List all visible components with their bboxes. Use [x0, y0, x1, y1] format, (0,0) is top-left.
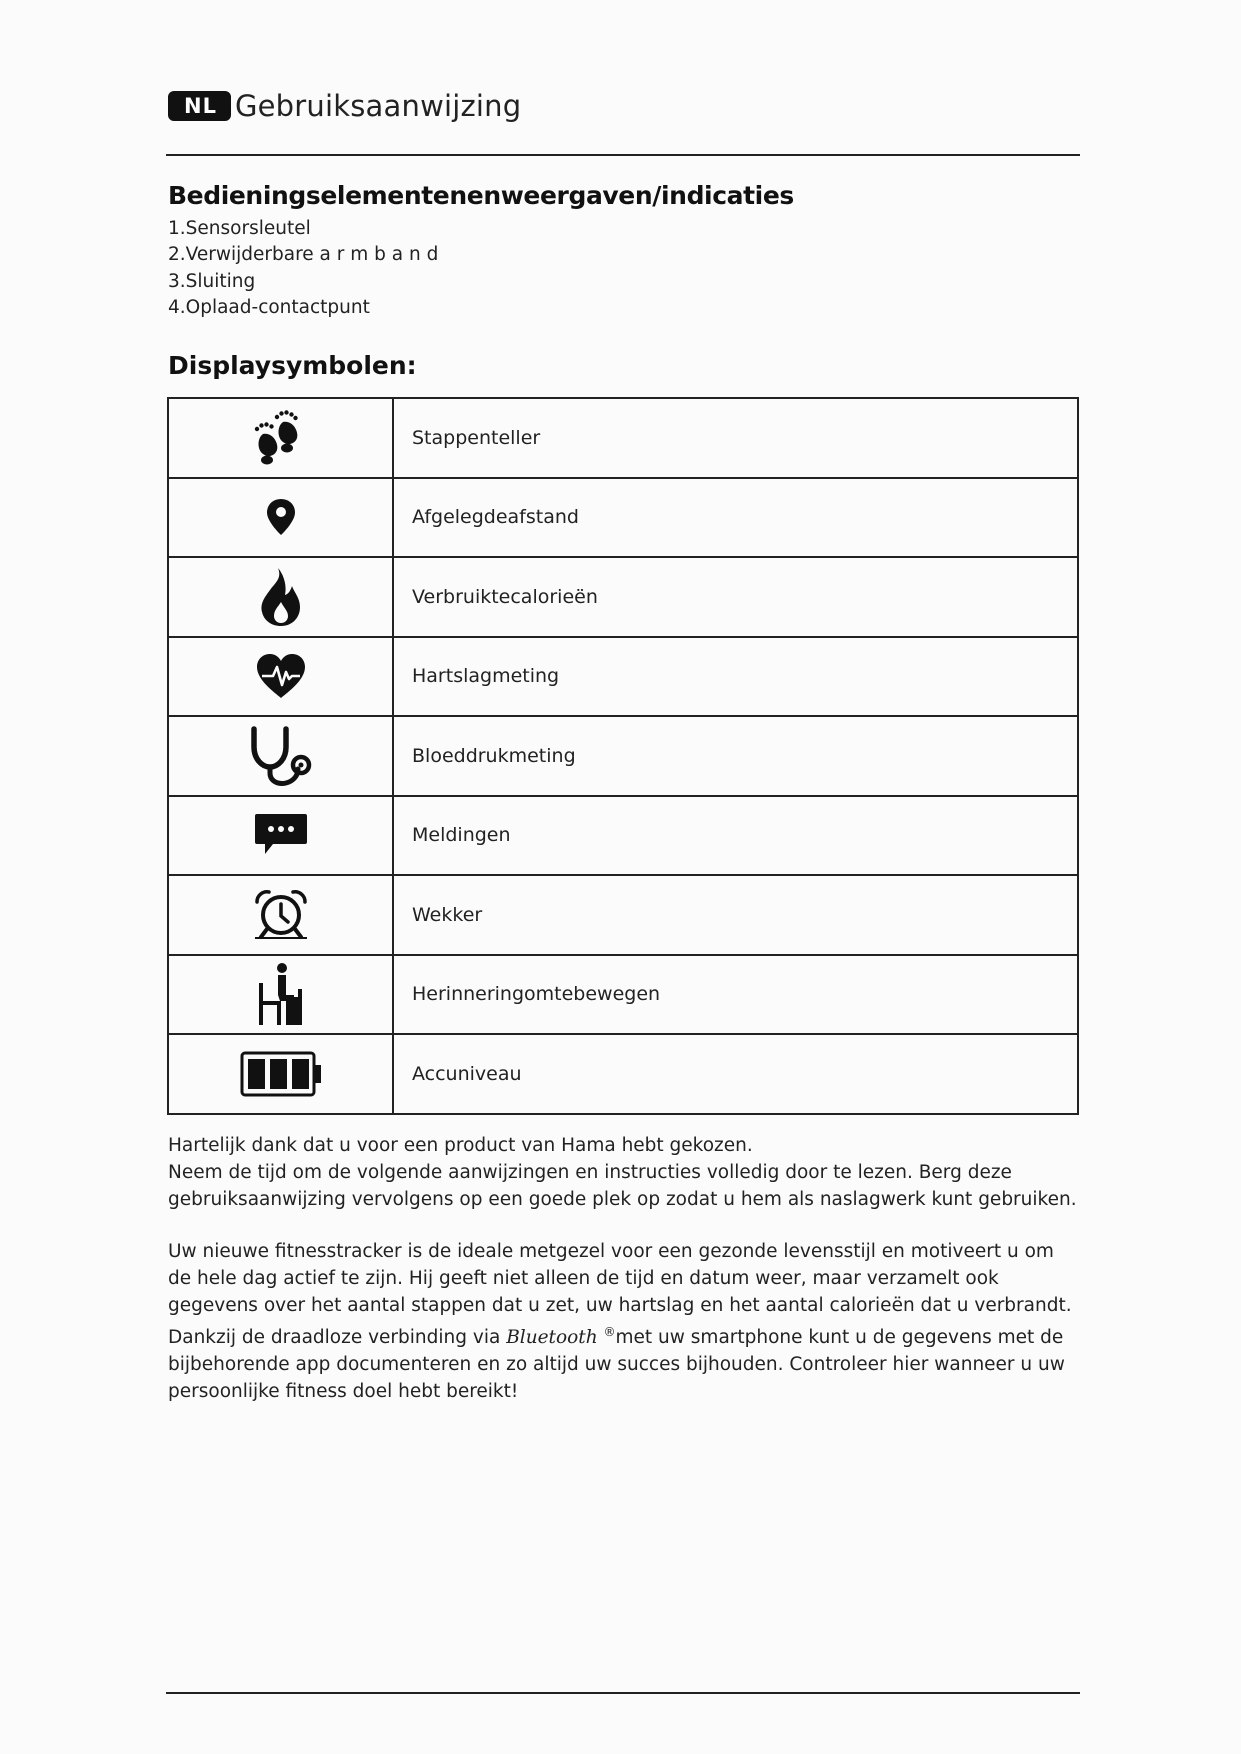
- heart-pulse-icon: [254, 652, 308, 700]
- table-row: [168, 796, 1078, 876]
- bottom-divider: [166, 1692, 1080, 1694]
- stethoscope-icon: [246, 725, 316, 787]
- symbol-label: Afgelegdeafstand: [393, 478, 1078, 558]
- symbol-label: Meldingen: [393, 796, 1078, 876]
- list-item: 2.Verwijderbare a r m b a n d: [168, 244, 439, 265]
- symbol-label: Herinneringomtebewegen: [393, 955, 1078, 1035]
- top-divider: [166, 154, 1080, 156]
- symbol-label: Accuniveau: [393, 1034, 1078, 1114]
- registered-mark: ®: [603, 1325, 616, 1339]
- intro-instructions: Neem de tijd om de volgende aanwijzingen en instructies volledig door te lezen. Berg deze gebruiksaanwijzing vervolgens op een goede plek op zodat u hem als naslagwerk kunt gebruiken.: [168, 1162, 1077, 1210]
- table-row: [168, 478, 1078, 558]
- table-row: [168, 716, 1078, 796]
- controls-heading: Bedieningselementenenweergaven/indicaties: [168, 181, 794, 210]
- list-item: 1.Sensorsleutel: [168, 218, 311, 239]
- display-symbols-table: [167, 397, 1079, 1115]
- symbol-label: Verbruiktecalorieën: [393, 557, 1078, 637]
- table-row: [168, 1034, 1078, 1114]
- intro-description: [168, 1238, 1078, 1405]
- bluetooth-trademark: Bluetooth: [506, 1327, 598, 1349]
- header-title: Gebruiksaanwijzing: [234, 89, 522, 123]
- table-row: [168, 637, 1078, 717]
- alarm-clock-icon: [251, 888, 311, 942]
- table-row: [168, 398, 1078, 478]
- description-part-1: Uw nieuwe fitnesstracker is de ideale metgezel voor een gezonde levensstijl en motiveert u om de hele dag actief te zijn. Hij geeft niet alleen de tijd en datum weer, maar verzamelt ook gegevens over het aantal stappen dat u zet, uw hartslag en het aantal calorieën dat u verbrandt. Dankzij de draadloze verbinding via: [168, 1241, 1072, 1349]
- battery-icon: [239, 1050, 323, 1098]
- symbol-label: Bloeddrukmeting: [393, 716, 1078, 796]
- description-part-2: met uw smartphone kunt u de gegevens met de bijbehorende app documenteren en zo altijd uw succes bijhouden. Controleer hier wanneer u uw persoonlijke fitness doel hebt bereikt!: [168, 1327, 1065, 1403]
- sitting-person-icon: [253, 961, 309, 1027]
- symbol-label: Hartslagmeting: [393, 637, 1078, 717]
- symbol-label: Stappenteller: [393, 398, 1078, 478]
- page-header: [168, 88, 521, 124]
- table-row: [168, 955, 1078, 1035]
- flame-icon: [256, 566, 306, 628]
- list-item: 3.Sluiting: [168, 271, 256, 292]
- language-badge: NL: [168, 91, 231, 121]
- footprints-icon: [253, 408, 309, 468]
- controls-list: [168, 216, 438, 321]
- intro-thanks: Hartelijk dank dat u voor een product van Hama hebt gekozen.: [168, 1135, 753, 1156]
- location-pin-icon: [264, 497, 298, 537]
- list-item: 4.Oplaad-contactpunt: [168, 297, 370, 318]
- table-row: [168, 875, 1078, 955]
- message-icon: [253, 812, 309, 858]
- table-row: [168, 557, 1078, 637]
- display-symbols-heading: Displaysymbolen:: [168, 351, 417, 380]
- symbol-label: Wekker: [393, 875, 1078, 955]
